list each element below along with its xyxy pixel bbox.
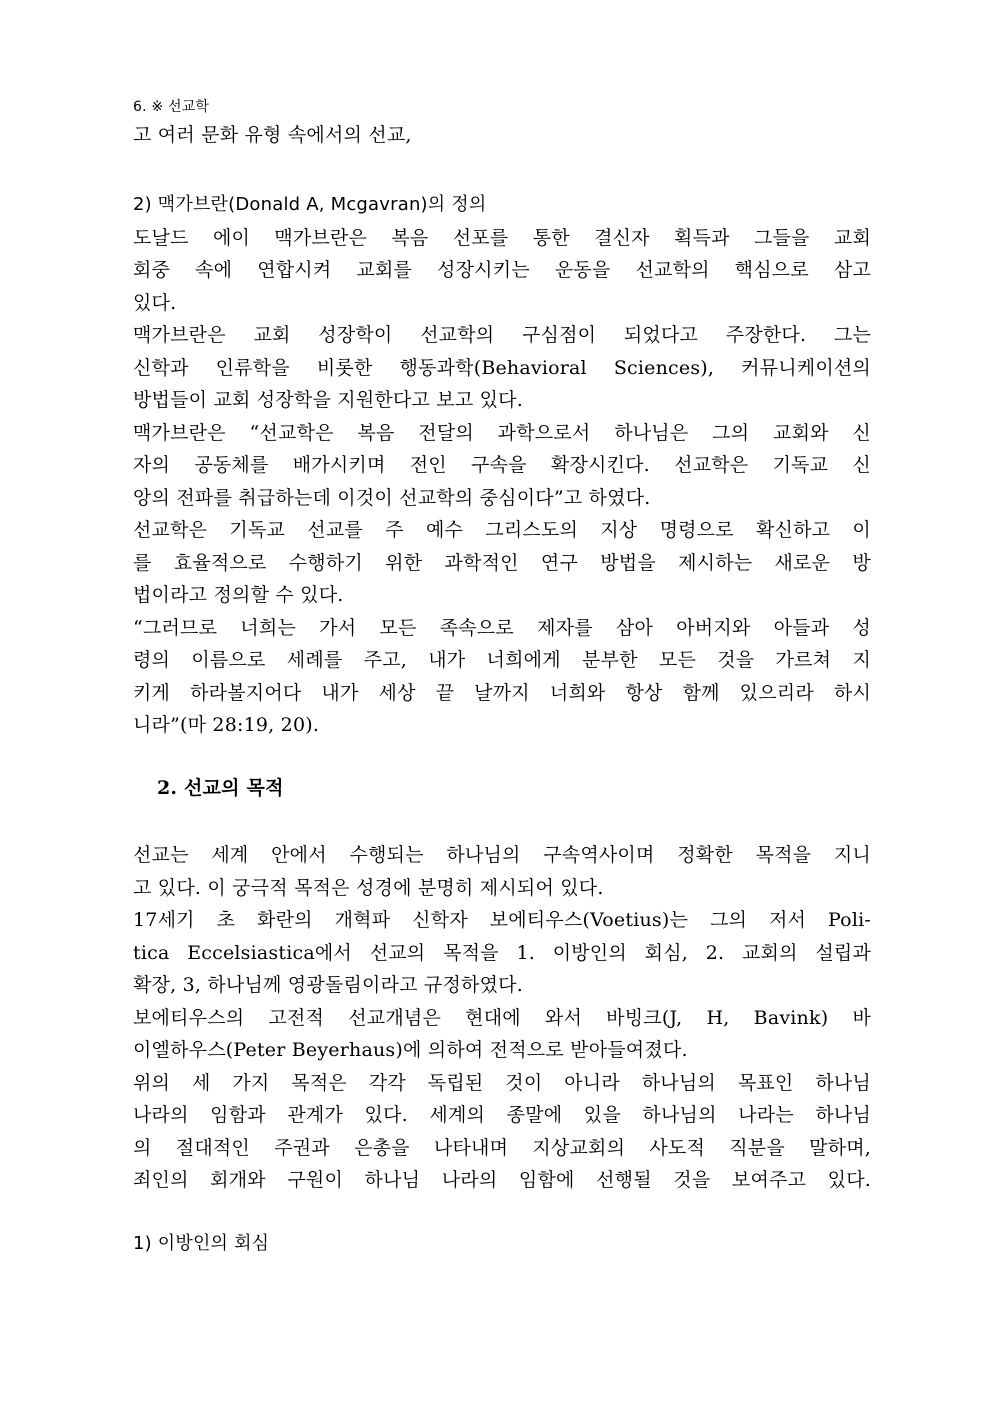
scripture-line: “그러므로 너희는 가서 모든 족속으로 제자를 삼아 아버지와 아들과 성 [133, 617, 871, 639]
subheading-mcgavran: 2) 맥가브란(Donald A, Mcgavran)의 정의 [133, 194, 487, 215]
paragraph-line: 앙의 전파를 취급하는데 이것이 선교학의 중심이다”고 하였다. [133, 487, 651, 509]
subheading-gentile-conversion: 1) 이방인의 회심 [133, 1233, 270, 1254]
paragraph-line: 의 절대적인 주권과 은총을 나타내며 지상교회의 사도적 직분을 말하며, [133, 1137, 871, 1159]
paragraph-line: 맥가브란은 “선교학은 복음 전달의 과학으로서 하나님은 그의 교회와 신 [133, 422, 871, 444]
paragraph-line: 도날드 에이 맥가브란은 복음 선포를 통한 결신자 획득과 그들을 교회 [133, 227, 871, 249]
heading-purpose-of-mission: 2. 선교의 목적 [157, 777, 284, 799]
intro-line: 고 여러 문화 유형 속에서의 선교, [133, 124, 412, 146]
paragraph-line: 죄인의 회개와 구원이 하나님 나라의 임함에 선행될 것을 보여주고 있다. [133, 1169, 871, 1191]
scripture-line: 령의 이름으로 세례를 주고, 내가 너희에게 분부한 모든 것을 가르쳐 지 [133, 649, 871, 671]
paragraph-line: 회중 속에 연합시켜 교회를 성장시키는 운동을 선교학의 핵심으로 삼고 [133, 259, 871, 281]
paragraph-line: 보에티우스의 고전적 선교개념은 현대에 와서 바빙크(J, H, Bavink) 바 [133, 1007, 871, 1029]
paragraph-line: 위의 세 가지 목적은 각각 독립된 것이 아니라 하나님의 목표인 하나님 [133, 1072, 871, 1094]
paragraph-line: 선교는 세계 안에서 수행되는 하나님의 구속역사이며 정확한 목적을 지니 [133, 844, 871, 866]
paragraph-line: 17세기 초 화란의 개혁파 신학자 보에티우스(Voetius)는 그의 저서 Poli- [133, 909, 871, 931]
paragraph-line: 자의 공동체를 배가시키며 전인 구속을 확장시킨다. 선교학은 기독교 신 [133, 454, 871, 476]
paragraph-line: 맥가브란은 교회 성장학이 선교학의 구심점이 되었다고 주장한다. 그는 [133, 324, 871, 346]
scripture-line: 키게 하라볼지어다 내가 세상 끝 날까지 너희와 항상 함께 있으리라 하시 [133, 682, 871, 704]
paragraph-line: 선교학은 기독교 선교를 주 예수 그리스도의 지상 명령으로 확신하고 이 [133, 519, 871, 541]
scripture-line: 니라”(마 28:19, 20). [133, 714, 320, 736]
paragraph-line: 나라의 임함과 관계가 있다. 세계의 종말에 있을 하나님의 나라는 하나님 [133, 1104, 871, 1126]
paragraph-line: 이엘하우스(Peter Beyerhaus)에 의하여 전적으로 받아들여졌다. [133, 1039, 688, 1061]
paragraph-line: 신학과 인류학을 비롯한 행동과학(Behavioral Sciences), 커뮤니케이션의 [133, 357, 871, 379]
paragraph-line: 확장, 3, 하나님께 영광돌림이라고 규정하였다. [133, 974, 523, 996]
paragraph-line: 있다. [133, 292, 177, 314]
paragraph-line: tica Eccelsiastica에서 선교의 목적을 1. 이방인의 회심, 2. 교회의 설립과 [133, 942, 871, 964]
paragraph-line: 고 있다. 이 궁극적 목적은 성경에 분명히 제시되어 있다. [133, 877, 604, 899]
section-label: 6. ※ 선교학 [133, 99, 210, 115]
paragraph-line: 법이라고 정의할 수 있다. [133, 584, 344, 606]
paragraph-line: 를 효율적으로 수행하기 위한 과학적인 연구 방법을 제시하는 새로운 방 [133, 552, 871, 574]
paragraph-line: 방법들이 교회 성장학을 지원한다고 보고 있다. [133, 389, 523, 411]
